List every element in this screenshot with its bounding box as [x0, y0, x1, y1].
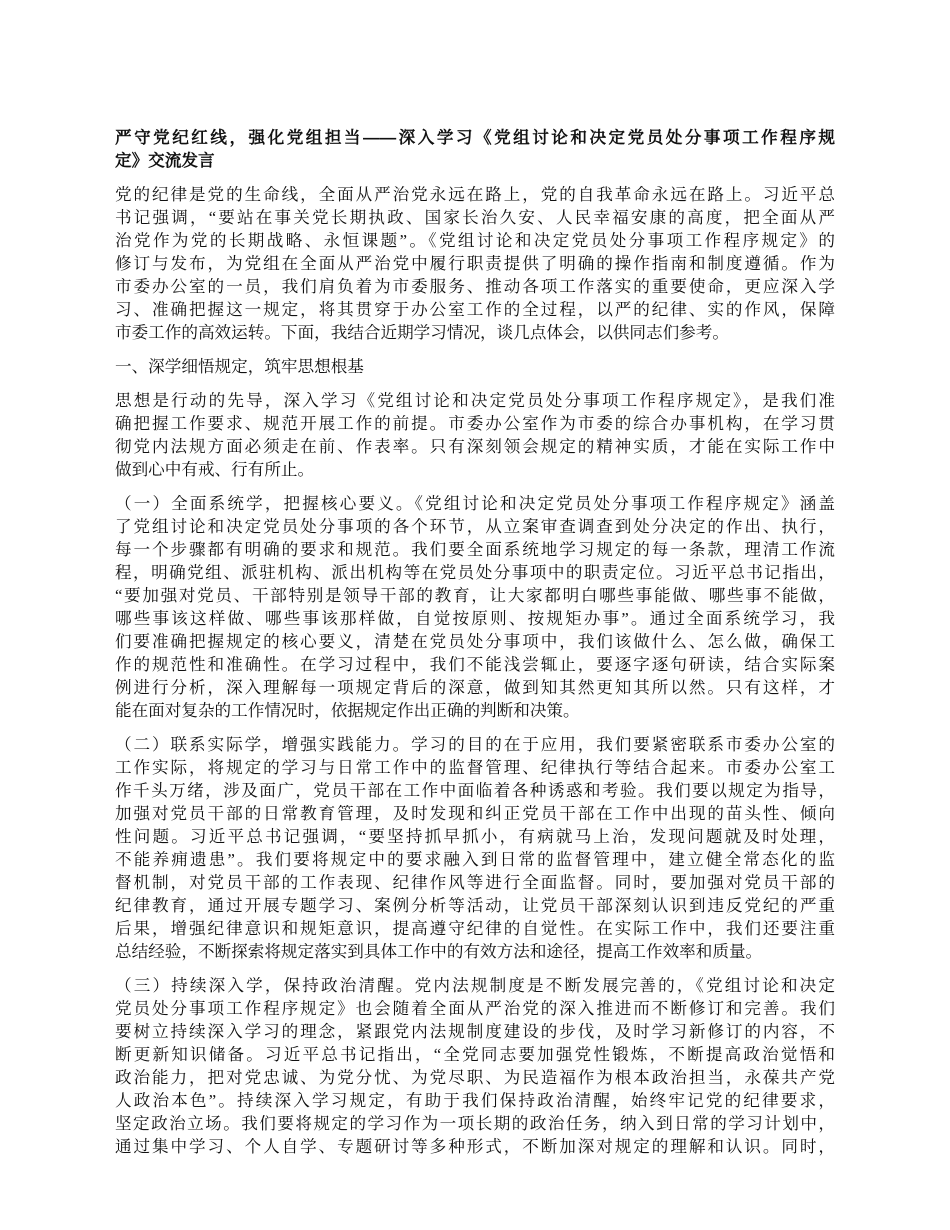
text-line: 作千头万绪，涉及面广，党员干部在工作中面临着各种诱惑和考验。我们要以规定为指导， [115, 781, 835, 800]
title-line: 严守党纪红线，强化党组担当——深入学习《党组讨论和决定党员处分事项工作程序规 [115, 128, 835, 147]
text-line: 们要准确把握规定的核心要义，清楚在党员处分事项中，我们该做什么、怎么做，确保工 [115, 632, 835, 651]
text-line: 确把握工作要求、规范开展工作的前提。市委办公室作为市委的综合办事机构，在学习贯 [115, 414, 835, 433]
text-line: 思想是行动的先导，深入学习《党组讨论和决定党员处分事项工作程序规定》，是我们准 [115, 391, 835, 410]
text-line: 能在面对复杂的工作情况时，依据规定作出正确的判断和决策。 [115, 701, 580, 720]
document-title [115, 126, 835, 172]
section-heading [115, 355, 835, 378]
title-line: 定》交流发言 [115, 151, 215, 170]
paragraph [115, 183, 835, 344]
text-line: 习、准确把握这一规定，将其贯穿于办公室工作的全过程，以严的纪律、实的作风，保障 [115, 300, 835, 319]
text-line: 治党作为党的长期战略、永恒课题”。《党组讨论和决定党员处分事项工作程序规定》的 [115, 231, 835, 250]
text-line: 断更新知识储备。习近平总书记指出，“全党同志要加强党性锻炼，不断提高政治觉悟和 [115, 1045, 835, 1064]
text-line: 不能养痈遗患”。我们要将规定中的要求融入到日常的监督管理中，建立健全常态化的监 [115, 850, 835, 869]
text-line: 程，明确党组、派驻机构、派出机构等在党员处分事项中的职责定位。习近平总书记指出， [115, 563, 835, 582]
text-line: 党员处分事项工作程序规定》也会随着全面从严治党的深入推进而不断修订和完善。我们 [115, 999, 835, 1018]
text-line: 性问题。习近平总书记强调，“要坚持抓早抓小，有病就马上治，发现问题就及时处理， [115, 827, 835, 846]
text-line: （一）全面系统学，把握核心要义。《党组讨论和决定党员处分事项工作程序规定》涵盖 [115, 494, 835, 513]
paragraph [115, 389, 835, 481]
text-line: 加强对党员干部的日常教育管理，及时发现和纠正党员干部在工作中出现的苗头性、倾向 [115, 804, 835, 823]
text-line: 做到心中有戒、行有所止。 [115, 460, 315, 479]
text-line: 一、深学细悟规定，筑牢思想根基 [115, 357, 364, 376]
text-line: 通过集中学习、个人自学、专题研讨等多种形式，不断加深对规定的理解和认识。同时， [115, 1137, 835, 1156]
document-body [115, 183, 835, 1158]
text-line: 修订与发布，为党组在全面从严治党中履行职责提供了明确的操作指南和制度遵循。作为 [115, 254, 835, 273]
paragraph [115, 974, 835, 1158]
text-line: 市委办公室的一员，我们肩负着为市委服务、推动各项工作落实的重要使命，更应深入学 [115, 277, 835, 296]
text-line: “要加强对党员、干部特别是领导干部的教育，让大家都明白哪些事能做、哪些事不能做， [115, 586, 835, 605]
text-line: 哪些事该这样做、哪些事该那样做，自觉按原则、按规矩办事”。通过全面系统学习，我 [115, 609, 835, 628]
text-line: 市委工作的高效运转。下面，我结合近期学习情况，谈几点体会，以供同志们参考。 [115, 323, 729, 342]
text-line: 例进行分析，深入理解每一项规定背后的深意，做到知其然更知其所以然。只有这样，才 [115, 678, 835, 697]
text-line: 工作实际，将规定的学习与日常工作中的监督管理、纪律执行等结合起来。市委办公室工 [115, 758, 835, 777]
text-line: （三）持续深入学，保持政治清醒。党内法规制度是不断发展完善的，《党组讨论和决定 [115, 976, 835, 995]
text-line: 作的规范性和准确性。在学习过程中，我们不能浅尝辄止，要逐字逐句研读，结合实际案 [115, 655, 835, 674]
paragraph [115, 733, 835, 963]
text-line: 坚定政治立场。我们要将规定的学习作为一项长期的政治任务，纳入到日常的学习计划中， [115, 1114, 835, 1133]
text-line: 后果，增强纪律意识和规矩意识，提高遵守纪律的自觉性。在实际工作中，我们还要注重 [115, 919, 835, 938]
text-line: 督机制，对党员干部的工作表现、纪律作风等进行全面监督。同时，要加强对党员干部的 [115, 873, 835, 892]
text-line: 人政治本色”。持续深入学习规定，有助于我们保持政治清醒，始终牢记党的纪律要求， [115, 1091, 835, 1110]
text-line: 党的纪律是党的生命线，全面从严治党永远在路上，党的自我革命永远在路上。习近平总 [115, 185, 835, 204]
text-line: 政治能力，把对党忠诚、为党分忧、为党尽职、为民造福作为根本政治担当，永葆共产党 [115, 1068, 835, 1087]
text-line: 书记强调，“要站在事关党长期执政、国家长治久安、人民幸福安康的高度，把全面从严 [115, 208, 835, 227]
text-line: 纪律教育，通过开展专题学习、案例分析等活动，让党员干部深刻认识到违反党纪的严重 [115, 896, 835, 915]
text-line: （二）联系实际学，增强实践能力。学习的目的在于应用，我们要紧密联系市委办公室的 [115, 735, 835, 754]
text-line: 了党组讨论和决定党员处分事项的各个环节，从立案审查调查到处分决定的作出、执行， [115, 517, 835, 536]
text-line: 彻党内法规方面必须走在前、作表率。只有深刻领会规定的精神实质，才能在实际工作中 [115, 437, 835, 456]
text-line: 每一个步骤都有明确的要求和规范。我们要全面系统地学习规定的每一条款，理清工作流 [115, 540, 835, 559]
text-line: 总结经验，不断探索将规定落实到具体工作中的有效方法和途径，提高工作效率和质量。 [115, 942, 763, 961]
document-page [115, 126, 835, 1169]
paragraph [115, 492, 835, 722]
text-line: 要树立持续深入学习的理念，紧跟党内法规制度建设的步伐，及时学习新修订的内容，不 [115, 1022, 835, 1041]
